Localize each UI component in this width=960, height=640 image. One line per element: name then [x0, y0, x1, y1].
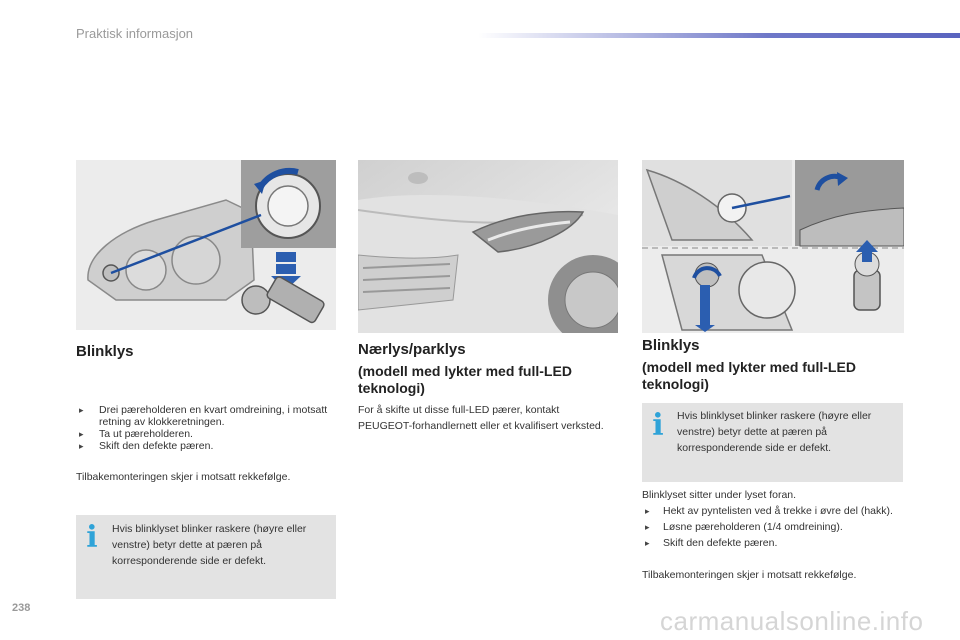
info-text: Hvis blinklyset blinker raskere (høyre eller venstre) betyr dette at pæren på korresponderende side er defekt. [677, 410, 872, 454]
page-number: 238 [12, 602, 31, 614]
page-header-title: Praktisk informasjon [76, 26, 194, 41]
section-heading-blinklys-led: Blinklys [642, 337, 700, 354]
list-item: ▸ Drei pæreholderen en kvart omdreining, i motsatt retning av klokkeretningen. [79, 404, 328, 428]
headlamp-rear-illustration [76, 160, 336, 330]
section-heading-naerlys: Nærlys/parklys [358, 341, 466, 358]
list-item: ▸ Ta ut pæreholderen. [79, 428, 193, 440]
arrow-bullet-icon: ▸ [79, 441, 84, 451]
arrow-bullet-icon: ▸ [79, 429, 84, 439]
arrow-bullet-icon: ▸ [645, 506, 650, 516]
step-list-col1 [76, 404, 334, 452]
arrow-bullet-icon: ▸ [645, 522, 650, 532]
body-text-col2: For å skifte ut disse full-LED pærer, kontakt PEUGEOT-forhandlernett eller et kvalifisert verksted. [358, 404, 604, 432]
info-box-col1 [76, 515, 336, 599]
step-list-col3 [642, 503, 904, 551]
info-box-col3 [642, 403, 903, 482]
section-subheading-col3: (modell med lykter med full-LED teknologi) [642, 359, 856, 392]
info-icon: i [652, 408, 664, 443]
info-text: Hvis blinklyset blinker raskere (høyre eller venstre) betyr dette at pæren på korresponderende side er defekt. [112, 523, 307, 567]
arrow-bullet-icon: ▸ [79, 405, 84, 415]
indicator-bulb-illustration [642, 160, 904, 333]
intro-text-col3: Blinklyset sitter under lyset foran. [642, 489, 797, 501]
watermark-text: carmanualsonline.info [660, 606, 924, 636]
header-accent-bar [478, 33, 960, 38]
reassembly-note-col1: Tilbakemonteringen skjer i motsatt rekkefølge. [76, 471, 291, 483]
car-front-led-illustration [358, 160, 618, 333]
reassembly-note-col3: Tilbakemonteringen skjer i motsatt rekkefølge. [642, 569, 857, 581]
info-icon: i [86, 520, 98, 555]
list-item: ▸ Løsne pæreholderen (1/4 omdreining). [645, 521, 843, 533]
list-item: ▸ Skift den defekte pæren. [645, 537, 778, 549]
list-item: ▸ Hekt av pyntelisten ved å trekke i øvre del (hakk). [645, 505, 893, 517]
section-subheading-col2: (modell med lykter med full-LED teknologi) [358, 363, 572, 396]
section-heading-blinklys: Blinklys [76, 343, 134, 360]
arrow-bullet-icon: ▸ [645, 538, 650, 548]
list-item: ▸ Skift den defekte pæren. [79, 440, 214, 452]
